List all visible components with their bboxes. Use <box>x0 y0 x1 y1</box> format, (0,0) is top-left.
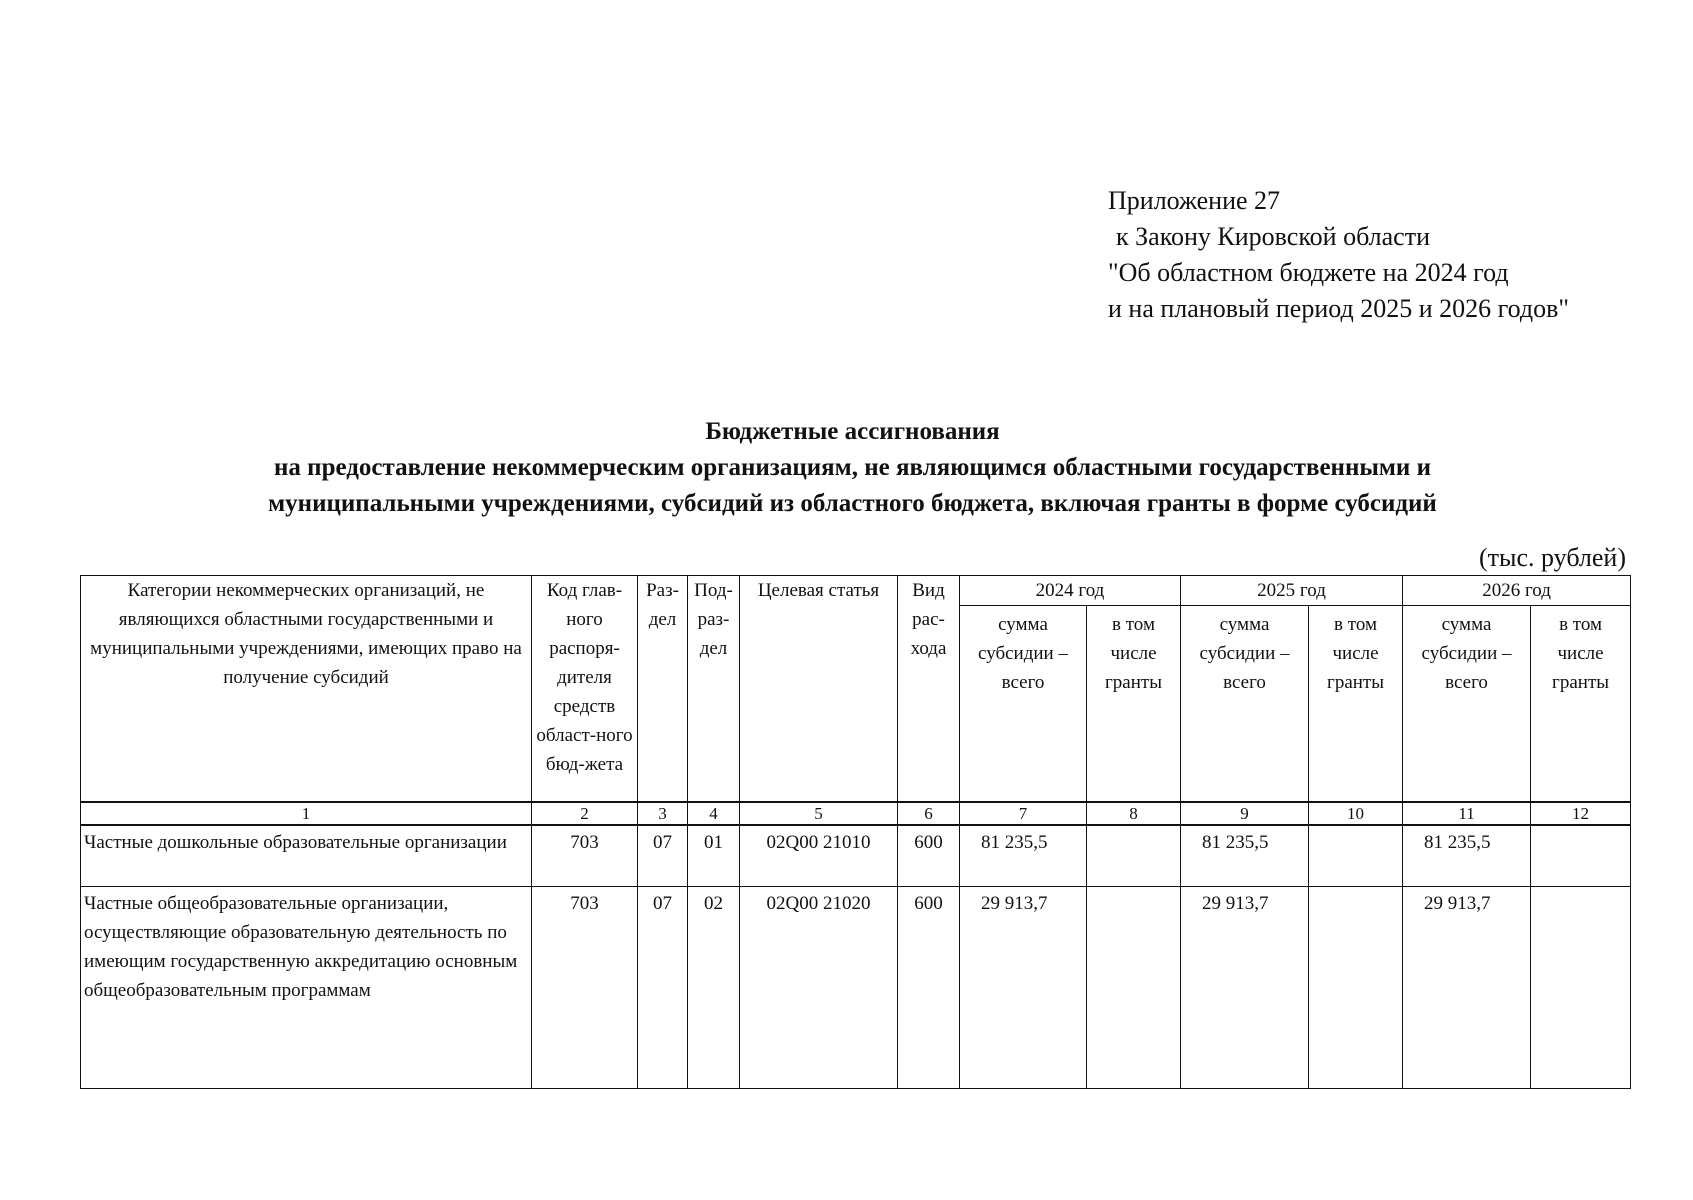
appendix-law: к Закону Кировской области <box>1116 222 1430 251</box>
column-number: 10 <box>1309 802 1403 825</box>
row-grants-2024 <box>1087 887 1181 1089</box>
row-expense-type: 600 <box>898 825 960 887</box>
title-line-1: Бюджетные ассигнования <box>705 418 1000 445</box>
units-label: (тыс. рублей) <box>1478 543 1626 572</box>
header-admin-code: Код глав-ного распоря-дителя средств област-ного бюд-жета <box>532 576 638 803</box>
row-subsection: 01 <box>688 825 740 887</box>
column-number: 11 <box>1403 802 1531 825</box>
header-category: Категории некоммерческих организаций, не являющихся областными государственными и муниципальными учреждениями, имеющих право на получение субсидий <box>81 576 532 803</box>
column-number: 4 <box>688 802 740 825</box>
column-number: 5 <box>740 802 898 825</box>
header-subsection: Под-раз-дел <box>688 576 740 803</box>
row-sum-2026: 29 913,7 <box>1403 887 1531 1089</box>
appendix-law-title: "Об областном бюджете на 2024 год <box>1108 258 1509 287</box>
header-year-2026: 2026 год <box>1403 576 1631 606</box>
table-header-row <box>81 576 1631 606</box>
header-grants-2025: в том числе гранты <box>1309 606 1403 803</box>
table-row <box>81 887 1631 1089</box>
row-grants-2024 <box>1087 825 1181 887</box>
appendix-number: Приложение 27 <box>1108 186 1281 215</box>
row-grants-2026 <box>1531 825 1631 887</box>
row-expense-type: 600 <box>898 887 960 1089</box>
row-section: 07 <box>638 825 688 887</box>
row-sum-2025: 29 913,7 <box>1181 887 1309 1089</box>
row-subsection: 02 <box>688 887 740 1089</box>
row-admin-code: 703 <box>532 887 638 1089</box>
column-number: 12 <box>1531 802 1631 825</box>
header-expense-type: Вид рас-хода <box>898 576 960 803</box>
budget-table <box>80 575 1631 1089</box>
row-section: 07 <box>638 887 688 1089</box>
column-number: 7 <box>960 802 1087 825</box>
row-category: Частные дошкольные образовательные организации <box>81 825 532 887</box>
column-number-row <box>81 802 1631 825</box>
row-sum-2024: 81 235,5 <box>960 825 1087 887</box>
table-row <box>81 825 1631 887</box>
header-grants-2024: в том числе гранты <box>1087 606 1181 803</box>
document-title <box>120 414 1585 522</box>
column-number: 2 <box>532 802 638 825</box>
column-number: 3 <box>638 802 688 825</box>
header-sum-2026: сумма субсидии – всего <box>1403 606 1531 803</box>
row-sum-2024: 29 913,7 <box>960 887 1087 1089</box>
row-grants-2025 <box>1309 887 1403 1089</box>
row-category: Частные общеобразовательные организации, осуществляющие образовательную деятельность по имеющим государственную аккредитацию основным общеобразовательным программам <box>81 887 532 1089</box>
row-grants-2026 <box>1531 887 1631 1089</box>
row-sum-2025: 81 235,5 <box>1181 825 1309 887</box>
column-number: 6 <box>898 802 960 825</box>
header-section: Раз-дел <box>638 576 688 803</box>
title-line-2: на предоставление некоммерческим организациям, не являющимся областными государственными и <box>274 454 1431 481</box>
row-sum-2026: 81 235,5 <box>1403 825 1531 887</box>
row-target-article: 02Q00 21020 <box>740 887 898 1089</box>
header-sum-2025: сумма субсидии – всего <box>1181 606 1309 803</box>
header-year-2024: 2024 год <box>960 576 1181 606</box>
row-target-article: 02Q00 21010 <box>740 825 898 887</box>
row-admin-code: 703 <box>532 825 638 887</box>
title-line-3: муниципальными учреждениями, субсидий из областного бюджета, включая гранты в форме субсидий <box>268 490 1437 517</box>
appendix-law-period: и на плановый период 2025 и 2026 годов" <box>1108 294 1570 323</box>
header-grants-2026: в том числе гранты <box>1531 606 1631 803</box>
column-number: 1 <box>81 802 532 825</box>
header-target-article: Целевая статья <box>740 576 898 803</box>
appendix-reference <box>1108 183 1569 327</box>
column-number: 9 <box>1181 802 1309 825</box>
header-sum-2024: сумма субсидии – всего <box>960 606 1087 803</box>
row-grants-2025 <box>1309 825 1403 887</box>
header-year-2025: 2025 год <box>1181 576 1403 606</box>
column-number: 8 <box>1087 802 1181 825</box>
